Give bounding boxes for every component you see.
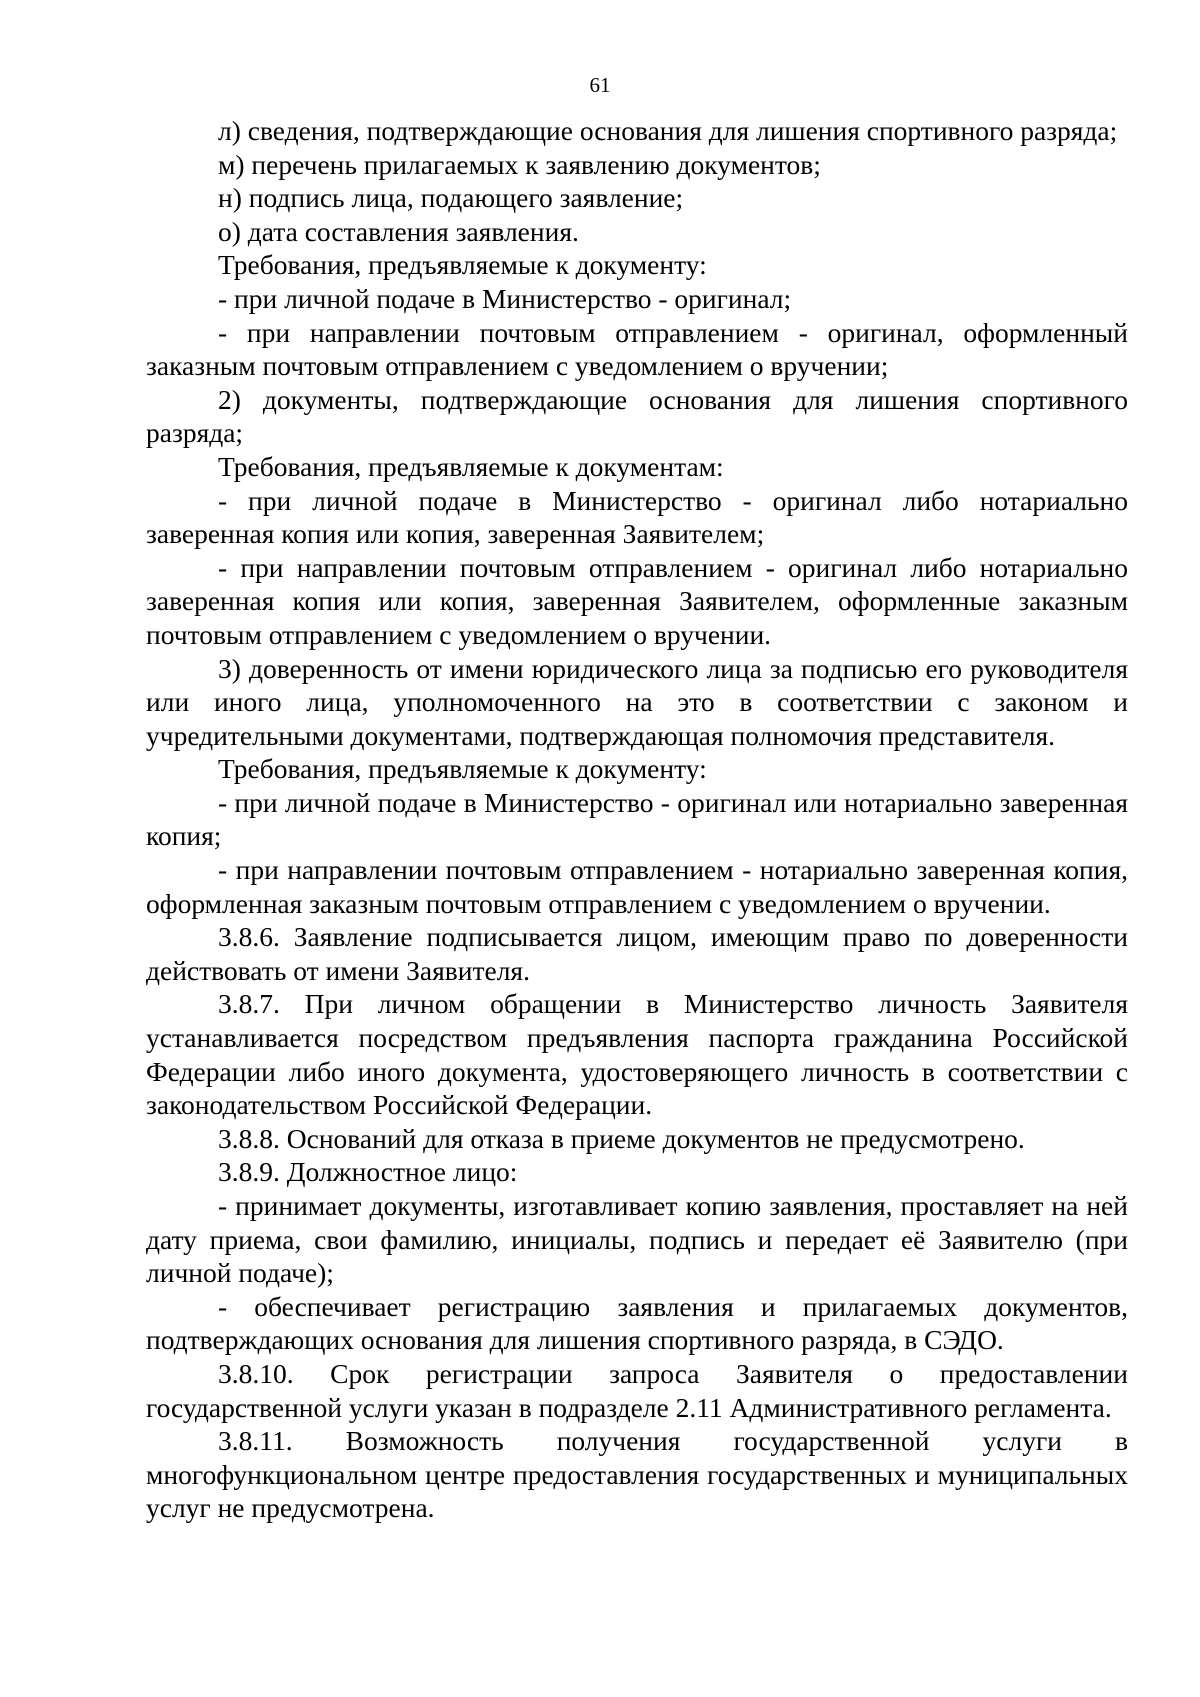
paragraph-requirements-heading: Требования, предъявляемые к документу: (218, 753, 707, 785)
paragraph-postal-submission: - при направлении почтовым отправлением - нотариально заверенная копия, оформленная заказным почтовым отправлением с уведомлением о вручении. (146, 854, 1128, 919)
paragraph-item-3: 3) доверенность от имени юридического лица за подписью его руководителя или иного лица, уполномоченного на это в соответствии с законом и учредительными документами, подтверждающая полномочия представителя. (146, 652, 1128, 751)
paragraph-postal-submission: - при направлении почтовым отправлением - оригинал, оформленный заказным почтовым отправлением с уведомлением о вручении; (146, 316, 1128, 382)
paragraph-postal-submission: - при направлении почтовым отправлением - оригинал либо нотариально заверенная копия или копия, заверенная Заявителем, оформленные заказным почтовым отправлением с уведомлением о вручении. (146, 551, 1128, 650)
paragraph-3-8-10: 3.8.10. Срок регистрации запроса Заявителя о предоставлении государственной услуги указан в подразделе 2.11 Административного регламента. (146, 1357, 1128, 1423)
paragraph-personal-submission: - при личной подаче в Министерство - оригинал; (218, 282, 792, 314)
paragraph-requirements-heading: Требования, предъявляемые к документу: (218, 249, 707, 281)
paragraph-item-o: о) дата составления заявления. (218, 215, 579, 247)
paragraph-3-8-11: 3.8.11. Возможность получения государственной услуги в многофункциональном центре предоставления государственных и муниципальных услуг не предусмотрена. (146, 1425, 1128, 1524)
paragraph-official-accepts: - принимает документы, изготавливает копию заявления, проставляет на ней дату приема, свои фамилию, инициалы, подпись и передает её Заявителю (при личной подаче); (146, 1190, 1128, 1289)
paragraph-3-8-6: 3.8.6. Заявление подписывается лицом, имеющим право по доверенности действовать от имени Заявителя. (146, 921, 1128, 986)
paragraph-item-m: м) перечень прилагаемых к заявлению документов; (218, 148, 821, 180)
paragraph-item-n: н) подпись лица, подающего заявление; (218, 182, 684, 214)
paragraph-item-2: 2) документы, подтверждающие основания для лишения спортивного разряда; (146, 383, 1128, 449)
page-number: 61 (589, 73, 611, 97)
paragraph-item-l: л) сведения, подтверждающие основания для лишения спортивного разряда; (218, 115, 1118, 146)
document-body (146, 114, 1128, 1525)
paragraph-3-8-7: 3.8.7. При личном обращении в Министерство личность Заявителя устанавливается посредством предъявления паспорта гражданина Российской Федерации либо иного документа, удостоверяющего личность в соответствии с законодательством Российской Федерации. (146, 988, 1128, 1121)
paragraph-official-registers: - обеспечивает регистрацию заявления и прилагаемых документов, подтверждающих основания для лишения спортивного разряда, в СЭДО. (146, 1290, 1128, 1356)
paragraph-personal-submission: - при личной подаче в Министерство - оригинал или нотариально заверенная копия; (146, 786, 1128, 852)
paragraph-personal-submission: - при личной подаче в Министерство - оригинал либо нотариально заверенная копия или копия, заверенная Заявителем; (146, 484, 1128, 550)
paragraph-requirements-heading: Требования, предъявляемые к документам: (218, 450, 724, 482)
paragraph-3-8-9: 3.8.9. Должностное лицо: (218, 1156, 518, 1188)
paragraph-3-8-8: 3.8.8. Оснований для отказа в приеме документов не предусмотрено. (218, 1122, 1025, 1154)
